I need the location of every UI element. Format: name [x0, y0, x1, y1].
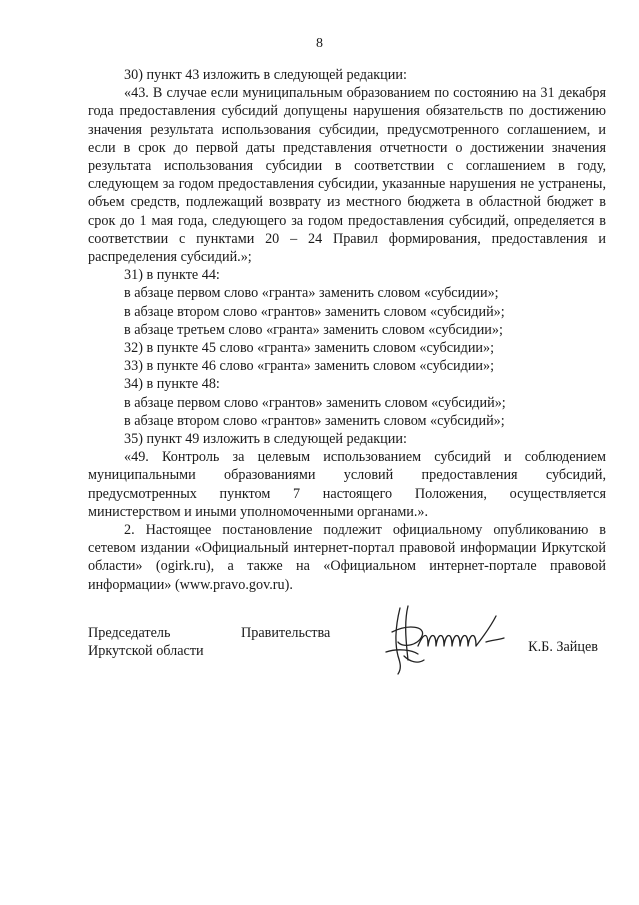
signatory-title-region: Иркутской области: [88, 643, 204, 659]
paragraph-item-34-sub2: в абзаце втором слово «грантов» заменить словом «субсидий»;: [124, 412, 505, 429]
paragraph-point-43: «43. В случае если муниципальным образованием по состоянию на 31 декабря года предоставления субсидий допущены нарушения обязательств по достижению значения результата использования субсидии, предусмотренного соглашением, и если в срок до первой даты представления отчетности о достижении значения результата использования субсидии в соответствии с соглашением в году, следующем за годом предоставления субсидии, указанные нарушения не устранены, объем средств, подлежащий возврату из местного бюджета в областной бюджет в срок до 1 мая года, следующего за годом предоставления субсидий, определяется в соответствии с пунктами 20 – 24 Правил формирования, предоставления и распределения субсидий.»;: [88, 85, 606, 266]
page-number: 8: [316, 36, 323, 51]
paragraph-point-49: «49. Контроль за целевым использованием субсидий и соблюдением муниципальными образованиями условий предоставления субсидий, предусмотренных пунктом 7 настоящего Положения, осуществляется министерством и иными уполномоченными органами.».: [88, 449, 606, 520]
signatory-name: К.Б. Зайцев: [528, 639, 598, 655]
paragraph-item-30: 30) пункт 43 изложить в следующей редакции:: [124, 67, 407, 83]
signatory-title-government: Правительства: [241, 625, 331, 641]
paragraph-item-31: 31) в пункте 44:: [124, 267, 220, 284]
paragraph-item-31-sub2: в абзаце втором слово «грантов» заменить словом «субсидий»;: [124, 303, 505, 320]
paragraph-item-32: 32) в пункте 45 слово «гранта» заменить словом «субсидии»;: [124, 340, 495, 357]
paragraph-item-33: 33) в пункте 46 слово «гранта» заменить словом «субсидии»;: [124, 358, 495, 375]
signatory-title-chairman: Председатель: [88, 625, 171, 641]
paragraph-item-35: 35) пункт 49 изложить в следующей редакции:: [124, 431, 407, 448]
paragraph-item-31-sub1: в абзаце первом слово «гранта» заменить словом «субсидии»;: [124, 285, 499, 302]
document-body: [88, 66, 606, 594]
signature-block: [88, 624, 606, 684]
paragraph-item-34: 34) в пункте 48:: [124, 376, 220, 393]
paragraph-section-2: 2. Настоящее постановление подлежит официальному опубликованию в сетевом издании «Официальный интернет-портал правовой информации Иркутской области» (ogirk.ru), а также на «Официальном интернет-портале правовой информации» (www.pravo.gov.ru).: [88, 522, 606, 593]
handwritten-signature: [378, 602, 518, 678]
paragraph-item-31-sub3: в абзаце третьем слово «гранта» заменить словом «субсидии»;: [124, 321, 503, 338]
paragraph-item-34-sub1: в абзаце первом слово «грантов» заменить словом «субсидий»;: [124, 394, 506, 411]
